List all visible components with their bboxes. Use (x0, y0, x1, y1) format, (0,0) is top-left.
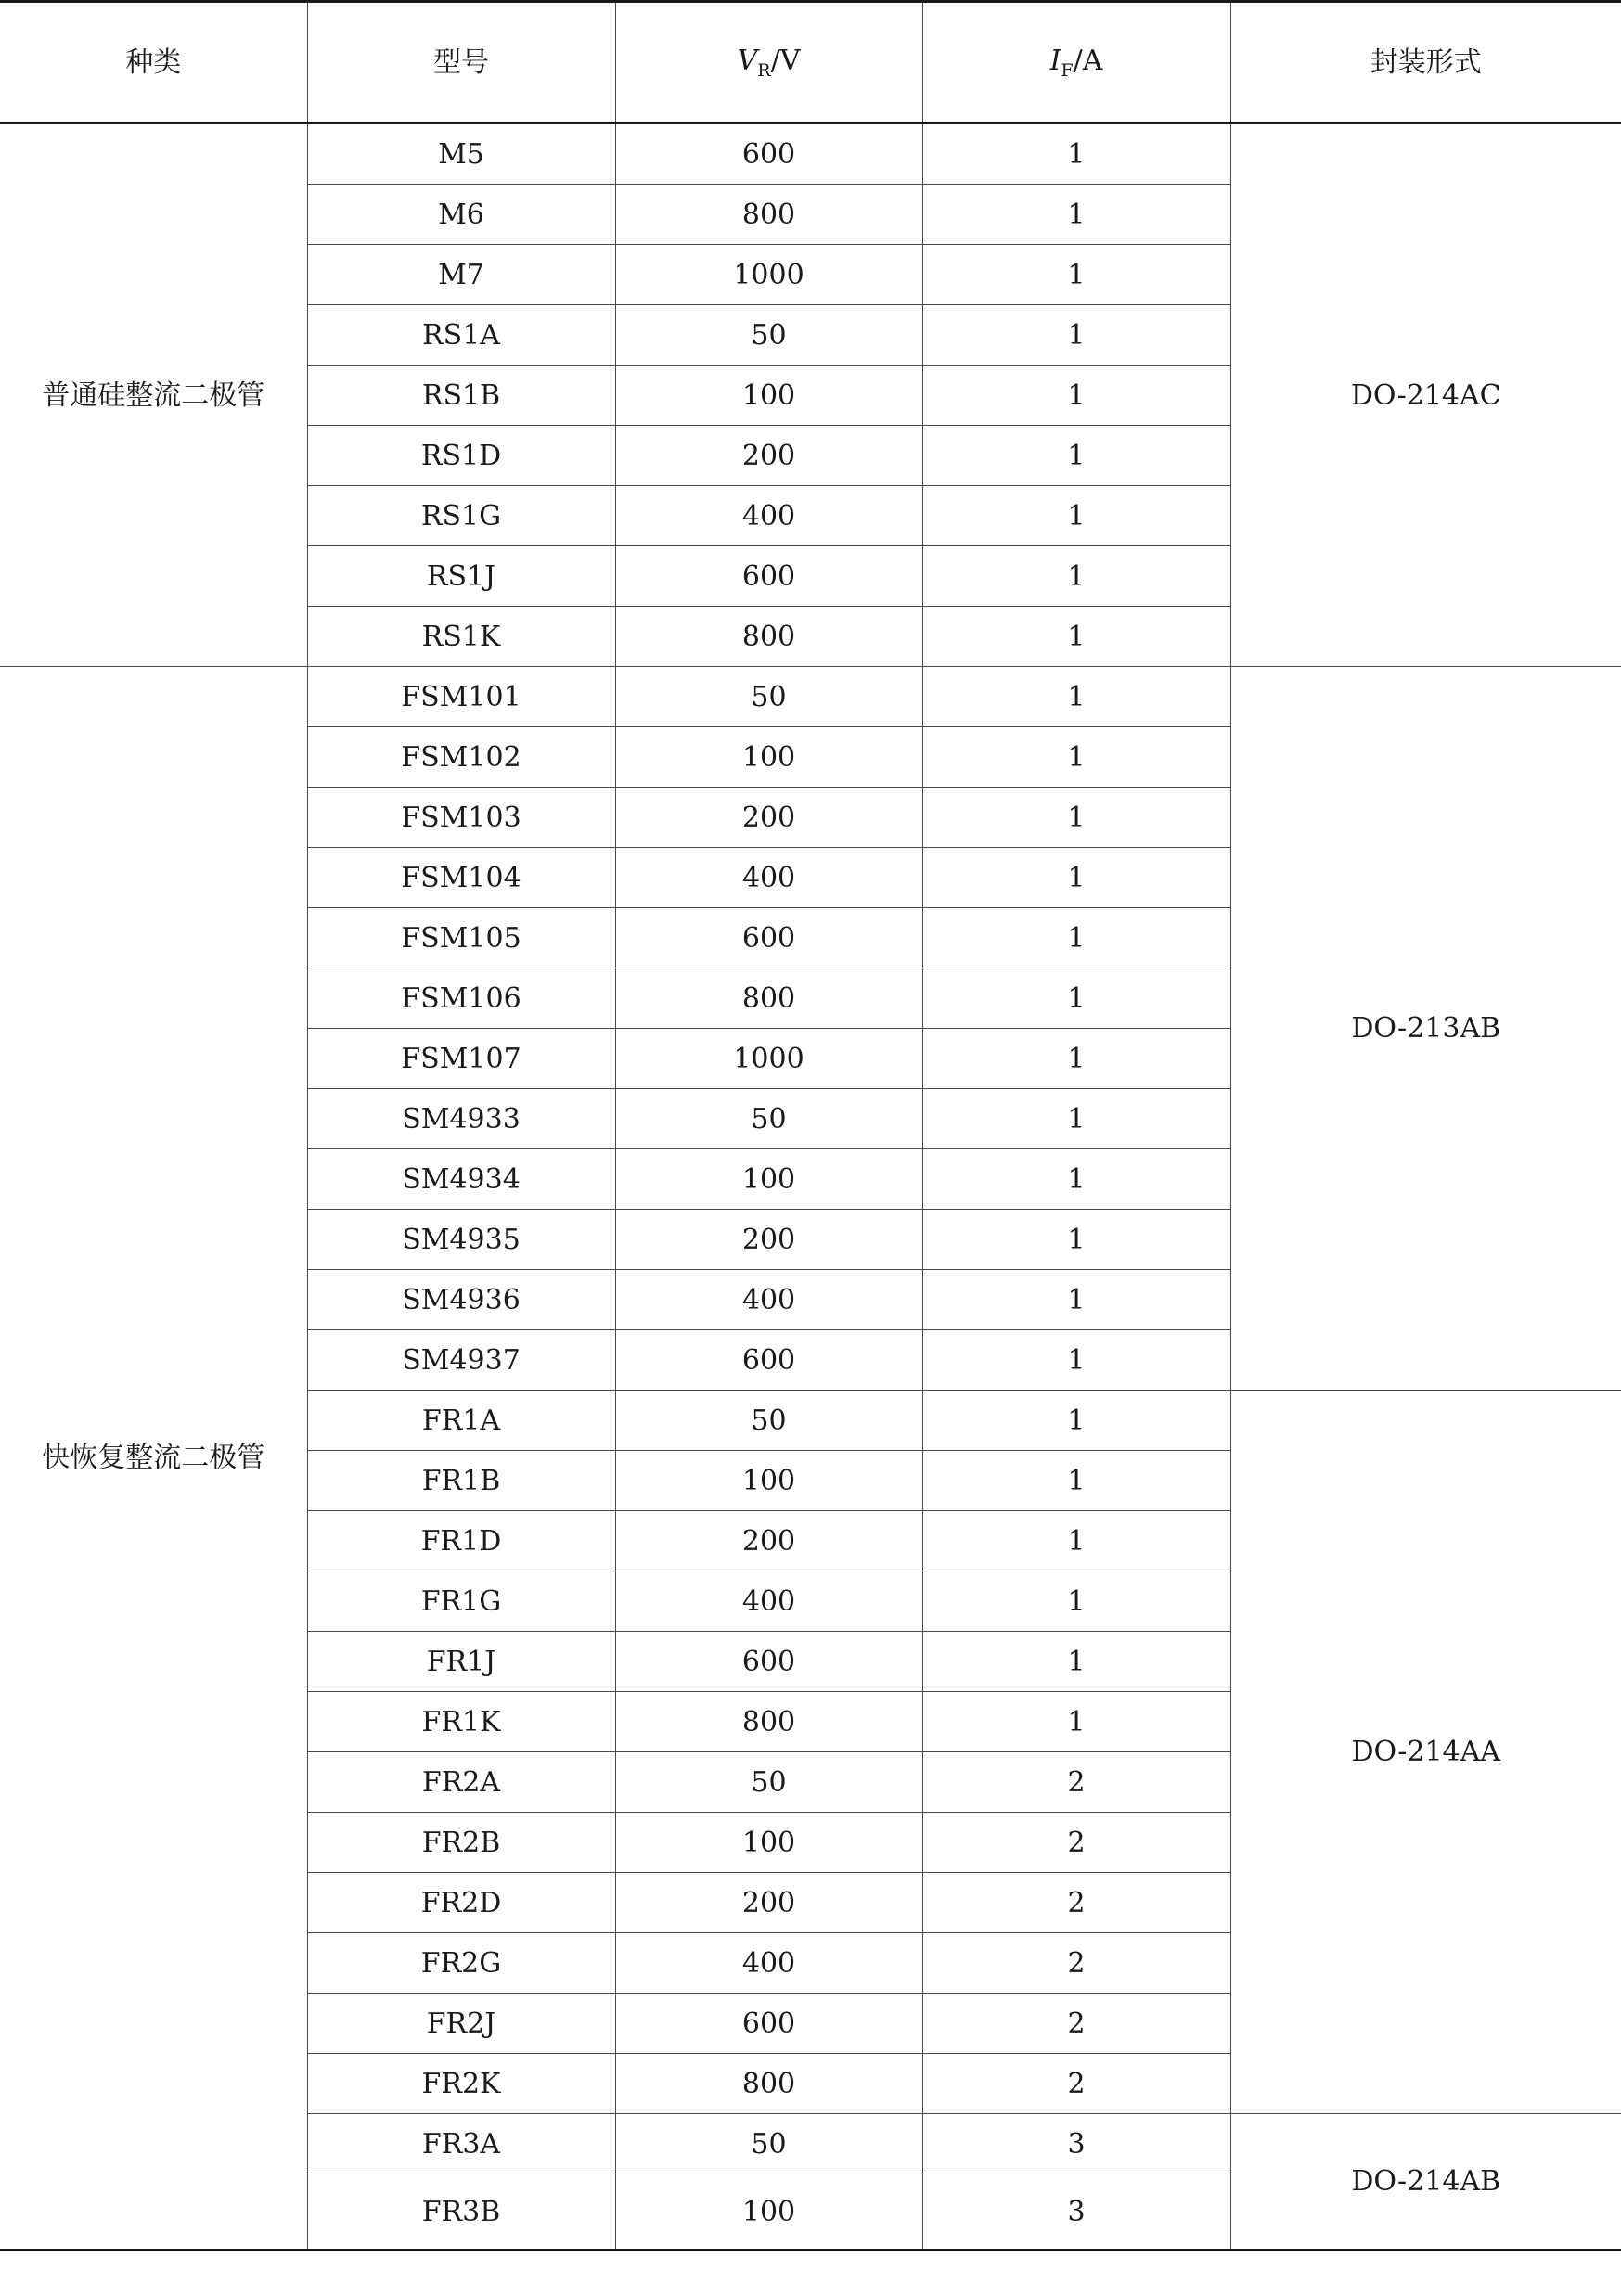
forward-current-cell: 1 (922, 185, 1230, 245)
forward-current-cell: 1 (922, 1571, 1230, 1632)
forward-current-cell: 1 (922, 1692, 1230, 1752)
model-cell: FR1K (307, 1692, 615, 1752)
model-cell: FR2K (307, 2054, 615, 2114)
reverse-voltage-cell: 200 (615, 788, 922, 848)
model-cell: FR2J (307, 1994, 615, 2054)
if-unit: /A (1073, 44, 1103, 77)
model-cell: SM4933 (307, 1089, 615, 1149)
reverse-voltage-cell: 400 (615, 486, 922, 546)
header-row (0, 2, 1621, 124)
model-cell: FSM107 (307, 1029, 615, 1089)
reverse-voltage-cell: 400 (615, 848, 922, 908)
header-category: 种类 (0, 2, 307, 124)
table-row (0, 123, 1621, 185)
package-cell: DO-213AB (1230, 667, 1621, 1391)
reverse-voltage-cell: 600 (615, 1994, 922, 2054)
model-cell: FR1J (307, 1632, 615, 1692)
vr-symbol: V (737, 44, 758, 77)
forward-current-cell: 1 (922, 1210, 1230, 1270)
if-symbol: I (1049, 44, 1061, 77)
reverse-voltage-cell: 100 (615, 727, 922, 788)
model-cell: RS1B (307, 366, 615, 426)
forward-current-cell: 2 (922, 2054, 1230, 2114)
category-cell: 快恢复整流二极管 (0, 667, 307, 2251)
reverse-voltage-cell: 800 (615, 968, 922, 1029)
package-cell: DO-214AB (1230, 2114, 1621, 2251)
forward-current-cell: 3 (922, 2114, 1230, 2174)
forward-current-cell: 1 (922, 1029, 1230, 1089)
forward-current-cell: 1 (922, 908, 1230, 968)
forward-current-cell: 3 (922, 2174, 1230, 2251)
package-cell: DO-214AA (1230, 1391, 1621, 2114)
reverse-voltage-cell: 400 (615, 1571, 922, 1632)
model-cell: SM4935 (307, 1210, 615, 1270)
model-cell: FR1B (307, 1451, 615, 1511)
model-cell: FR2A (307, 1752, 615, 1813)
model-cell: FSM103 (307, 788, 615, 848)
forward-current-cell: 1 (922, 607, 1230, 667)
reverse-voltage-cell: 50 (615, 667, 922, 727)
forward-current-cell: 1 (922, 1089, 1230, 1149)
reverse-voltage-cell: 600 (615, 123, 922, 185)
forward-current-cell: 1 (922, 1391, 1230, 1451)
forward-current-cell: 1 (922, 486, 1230, 546)
reverse-voltage-cell: 400 (615, 1933, 922, 1994)
header-package: 封装形式 (1230, 2, 1621, 124)
if-subscript: F (1061, 59, 1074, 81)
model-cell: FR3A (307, 2114, 615, 2174)
forward-current-cell: 1 (922, 366, 1230, 426)
model-cell: SM4934 (307, 1149, 615, 1210)
forward-current-cell: 1 (922, 1632, 1230, 1692)
reverse-voltage-cell: 200 (615, 1511, 922, 1571)
model-cell: FSM101 (307, 667, 615, 727)
header-reverse-voltage (615, 2, 922, 124)
forward-current-cell: 2 (922, 1752, 1230, 1813)
reverse-voltage-cell: 50 (615, 1752, 922, 1813)
forward-current-cell: 1 (922, 245, 1230, 305)
reverse-voltage-cell: 600 (615, 1632, 922, 1692)
forward-current-cell: 1 (922, 848, 1230, 908)
reverse-voltage-cell: 1000 (615, 1029, 922, 1089)
header-forward-current (922, 2, 1230, 124)
model-cell: FSM106 (307, 968, 615, 1029)
forward-current-cell: 1 (922, 788, 1230, 848)
reverse-voltage-cell: 1000 (615, 245, 922, 305)
reverse-voltage-cell: 800 (615, 185, 922, 245)
forward-current-cell: 1 (922, 123, 1230, 185)
forward-current-cell: 2 (922, 1813, 1230, 1873)
reverse-voltage-cell: 600 (615, 546, 922, 607)
reverse-voltage-cell: 200 (615, 426, 922, 486)
model-cell: FSM105 (307, 908, 615, 968)
reverse-voltage-cell: 100 (615, 366, 922, 426)
forward-current-cell: 2 (922, 1933, 1230, 1994)
reverse-voltage-cell: 800 (615, 607, 922, 667)
header-model: 型号 (307, 2, 615, 124)
reverse-voltage-cell: 50 (615, 1391, 922, 1451)
reverse-voltage-cell: 200 (615, 1210, 922, 1270)
reverse-voltage-cell: 600 (615, 908, 922, 968)
reverse-voltage-cell: 800 (615, 2054, 922, 2114)
forward-current-cell: 1 (922, 426, 1230, 486)
forward-current-cell: 1 (922, 305, 1230, 366)
reverse-voltage-cell: 100 (615, 2174, 922, 2251)
forward-current-cell: 1 (922, 968, 1230, 1029)
model-cell: M7 (307, 245, 615, 305)
model-cell: SM4937 (307, 1330, 615, 1391)
model-cell: RS1A (307, 305, 615, 366)
model-cell: SM4936 (307, 1270, 615, 1330)
model-cell: FR1G (307, 1571, 615, 1632)
forward-current-cell: 2 (922, 1994, 1230, 2054)
vr-unit: /V (770, 44, 801, 77)
model-cell: FR2B (307, 1813, 615, 1873)
reverse-voltage-cell: 400 (615, 1270, 922, 1330)
package-cell: DO-214AC (1230, 123, 1621, 667)
model-cell: FR2D (307, 1873, 615, 1933)
vr-subscript: R (757, 59, 771, 81)
category-cell: 普通硅整流二极管 (0, 123, 307, 667)
forward-current-cell: 1 (922, 727, 1230, 788)
model-cell: RS1G (307, 486, 615, 546)
model-cell: M6 (307, 185, 615, 245)
reverse-voltage-cell: 100 (615, 1813, 922, 1873)
reverse-voltage-cell: 600 (615, 1330, 922, 1391)
reverse-voltage-cell: 100 (615, 1451, 922, 1511)
forward-current-cell: 1 (922, 546, 1230, 607)
forward-current-cell: 1 (922, 1149, 1230, 1210)
forward-current-cell: 1 (922, 1270, 1230, 1330)
reverse-voltage-cell: 50 (615, 1089, 922, 1149)
model-cell: FSM102 (307, 727, 615, 788)
table-row (0, 667, 1621, 727)
reverse-voltage-cell: 50 (615, 2114, 922, 2174)
reverse-voltage-cell: 50 (615, 305, 922, 366)
model-cell: RS1J (307, 546, 615, 607)
model-cell: M5 (307, 123, 615, 185)
model-cell: FR1A (307, 1391, 615, 1451)
table-body (0, 123, 1621, 2251)
forward-current-cell: 1 (922, 1330, 1230, 1391)
reverse-voltage-cell: 100 (615, 1149, 922, 1210)
forward-current-cell: 1 (922, 1451, 1230, 1511)
model-cell: RS1D (307, 426, 615, 486)
model-cell: RS1K (307, 607, 615, 667)
model-cell: FR3B (307, 2174, 615, 2251)
forward-current-cell: 1 (922, 667, 1230, 727)
model-cell: FR1D (307, 1511, 615, 1571)
reverse-voltage-cell: 200 (615, 1873, 922, 1933)
model-cell: FSM104 (307, 848, 615, 908)
model-cell: FR2G (307, 1933, 615, 1994)
forward-current-cell: 2 (922, 1873, 1230, 1933)
reverse-voltage-cell: 800 (615, 1692, 922, 1752)
forward-current-cell: 1 (922, 1511, 1230, 1571)
